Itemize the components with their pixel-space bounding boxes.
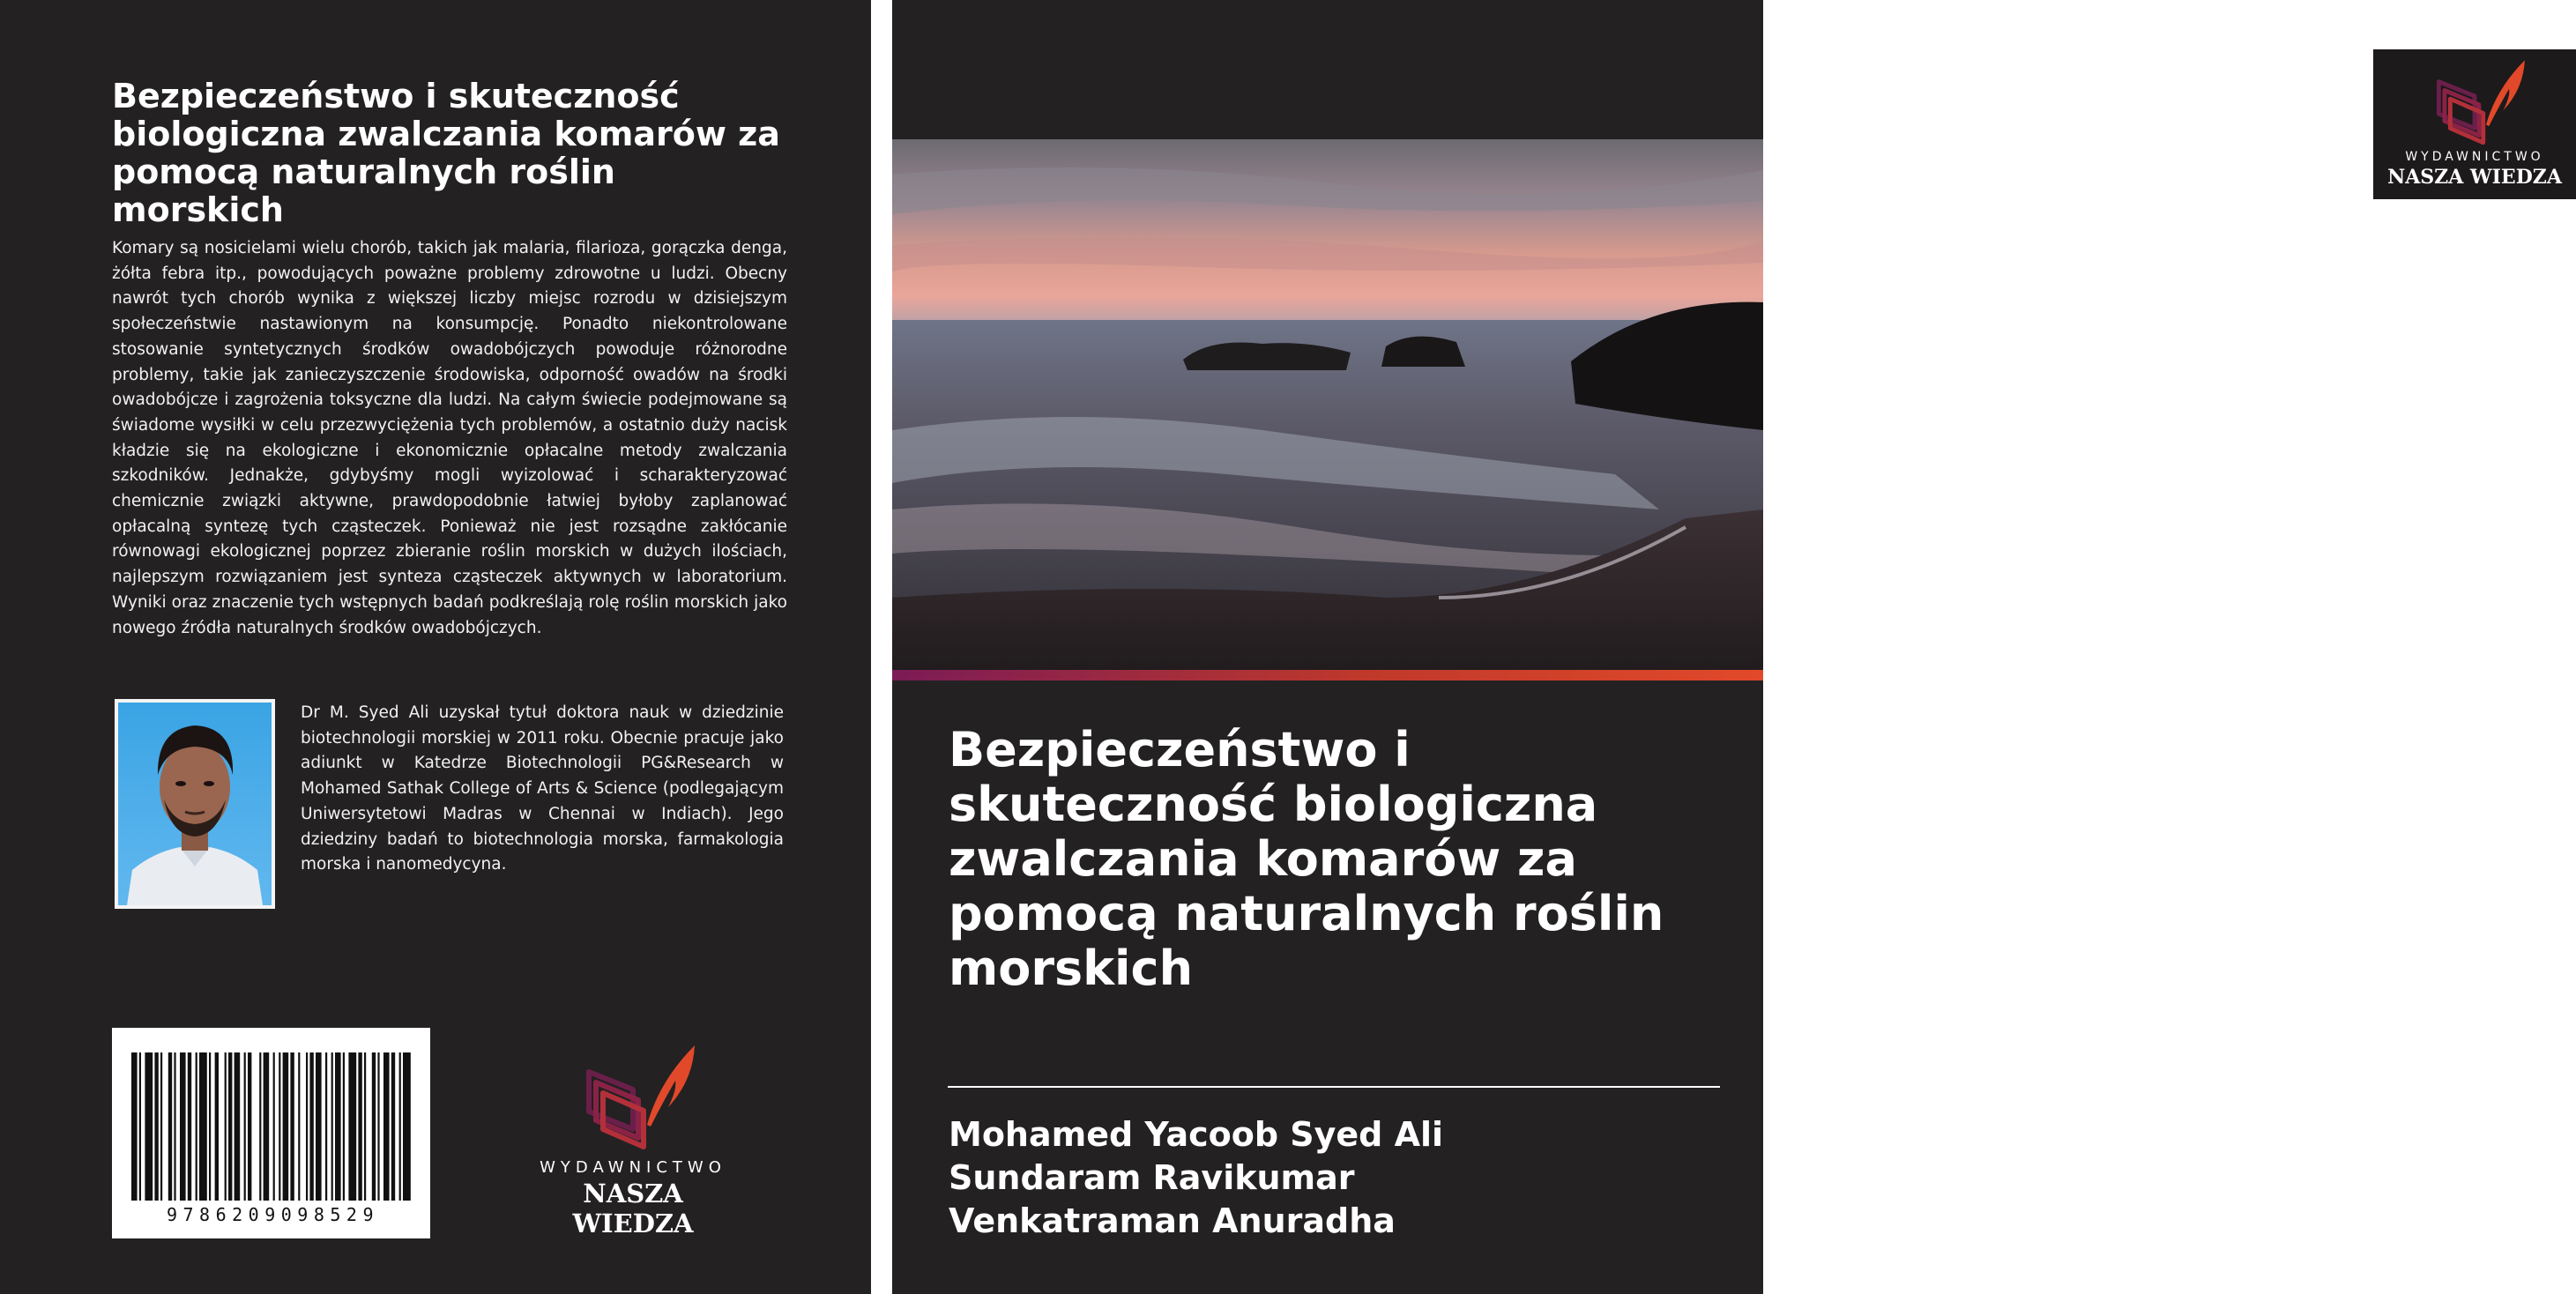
barcode	[112, 1028, 430, 1238]
back-cover-blurb: Komary są nosicielami wielu chorób, takich jak malaria, filarioza, gorączka denga, żółta febra itp., powodujących poważne problemy zdrowotne u ludzi. Obecny nawrót tych chorób wynika z większej liczby miejsc rozrodu w dzisiejszym społeczeństwie nastawionym na konsumpcję. Ponadto niekontrolowane stosowanie syntetycznych środków owadobójczych powoduje różnorodne problemy, takie jak zanieczyszczenie środowiska, odporność owadów na środki owadobójcze i zagrożenia toksyczne dla ludzi. Na całym świecie podejmowane są świadome wysiłki w celu przezwyciężenia tych problemów, a ostatnio duży nacisk kładzie się na ekologiczne i ekonomicznie opłacalne metody zwalczania szkodników. Jednakże, gdybyśmy mogli wyizolować i scharakteryzować chemicznie związki aktywne, prawdopodobnie łatwiej byłoby zaplanować opłacalną syntezę tych cząsteczek. Ponieważ nie jest rozsądne zakłócanie równowagi ekologicznej poprzez zbieranie roślin morskich w dużych ilościach, najlepszym rozwiązaniem jest synteza cząsteczek aktywnych w laboratorium. Wyniki oraz znaczenie tych wstępnych badań podkreślają rolę roślin morskich jako nowego źródła naturalnych środków owadobójczych.	[112, 239, 787, 637]
barcode-bar	[235, 1052, 241, 1201]
barcode-bar	[343, 1052, 345, 1201]
barcode-bar	[306, 1052, 308, 1201]
barcode-bar	[316, 1052, 322, 1201]
barcode-bar	[283, 1052, 289, 1201]
barcode-bar	[372, 1052, 376, 1201]
author-name: Venkatraman Anuradha	[949, 1201, 1396, 1240]
barcode-bar	[259, 1052, 261, 1201]
barcode-bar	[244, 1052, 246, 1201]
barcode-bar	[348, 1052, 356, 1201]
front-cover-title: Bezpieczeństwo i skuteczność biologiczna zwalczania komarów za pomocą naturalnych roślin morskich	[949, 722, 1664, 996]
publisher-label-back: WYDAWNICTWO	[540, 1158, 726, 1177]
barcode-bar	[225, 1052, 227, 1201]
barcode-bars	[112, 1028, 430, 1204]
barcode-bar	[298, 1052, 300, 1201]
publisher-logo-back	[520, 1037, 746, 1238]
barcode-bar	[383, 1052, 390, 1201]
publisher-name-front: NASZA WIEDZA	[2387, 166, 2562, 189]
barcode-bar	[377, 1052, 379, 1201]
spine-gap	[871, 0, 892, 1294]
barcode-bar	[331, 1052, 333, 1201]
publisher-label-front: WYDAWNICTWO	[2405, 150, 2544, 164]
barcode-bar	[168, 1052, 172, 1201]
publisher-name-back: NASZA WIEDZA	[572, 1179, 694, 1238]
barcode-bar	[248, 1052, 251, 1201]
front-cover	[892, 0, 2562, 1294]
barcode-bar	[364, 1052, 366, 1201]
author-list	[949, 1113, 1724, 1243]
author-name: Sundaram Ravikumar	[949, 1158, 1355, 1197]
barcode-bar	[131, 1052, 138, 1201]
barcode-bar	[279, 1052, 280, 1201]
barcode-digits: 9786209098529	[166, 1204, 380, 1225]
barcode-bar	[199, 1052, 207, 1201]
barcode-bar	[145, 1052, 153, 1201]
barcode-bar	[180, 1052, 186, 1201]
publisher-logo-front	[2373, 49, 2576, 199]
barcode-bar	[264, 1052, 270, 1201]
barcode-bar	[391, 1052, 395, 1201]
sunset-seascape-photo	[892, 139, 1763, 670]
author-portrait-image	[118, 703, 272, 905]
barcode-bar	[174, 1052, 175, 1201]
barcode-bar	[215, 1052, 219, 1201]
barcode-bar	[309, 1052, 313, 1201]
barcode-bar	[188, 1052, 191, 1201]
barcode-bar	[209, 1052, 211, 1201]
author-bio: Dr M. Syed Ali uzyskał tytuł doktora nauk w dziedzinie biotechnologii morskiej w 2011 roku. Obecnie pracuje jako adiunkt w Katedrze Biotechnologii PG&Research w Mohamed Sathak College of Arts & Science (podlegającym Uniwersytetowi Madras w Chennai w Indiach). Jego dziedziny badań to biotechnologia morska, farmakologia morska i nanomedycyna.	[301, 703, 784, 874]
back-cover	[0, 0, 871, 1294]
barcode-bar	[335, 1052, 341, 1201]
barcode-bar	[160, 1052, 162, 1201]
barcode-bar	[358, 1052, 361, 1201]
barcode-bar	[228, 1052, 232, 1201]
author-name: Mohamed Yacoob Syed Ali	[949, 1115, 1444, 1154]
title-divider	[948, 1086, 1720, 1088]
barcode-bar	[399, 1052, 401, 1201]
book-quill-icon	[562, 1037, 704, 1151]
barcode-bar	[154, 1052, 158, 1201]
accent-stripe	[892, 670, 1763, 680]
barcode-bar	[196, 1052, 197, 1201]
barcode-bar	[290, 1052, 294, 1201]
book-quill-icon	[2417, 53, 2532, 146]
barcode-bar	[139, 1052, 141, 1201]
barcode-bar	[273, 1052, 275, 1201]
barcode-bar	[403, 1052, 411, 1201]
author-photo	[115, 699, 275, 909]
barcode-bar	[325, 1052, 327, 1201]
back-cover-title: Bezpieczeństwo i skuteczność biologiczna zwalczania komarów za pomocą naturalnych roślin morskich	[112, 77, 780, 229]
